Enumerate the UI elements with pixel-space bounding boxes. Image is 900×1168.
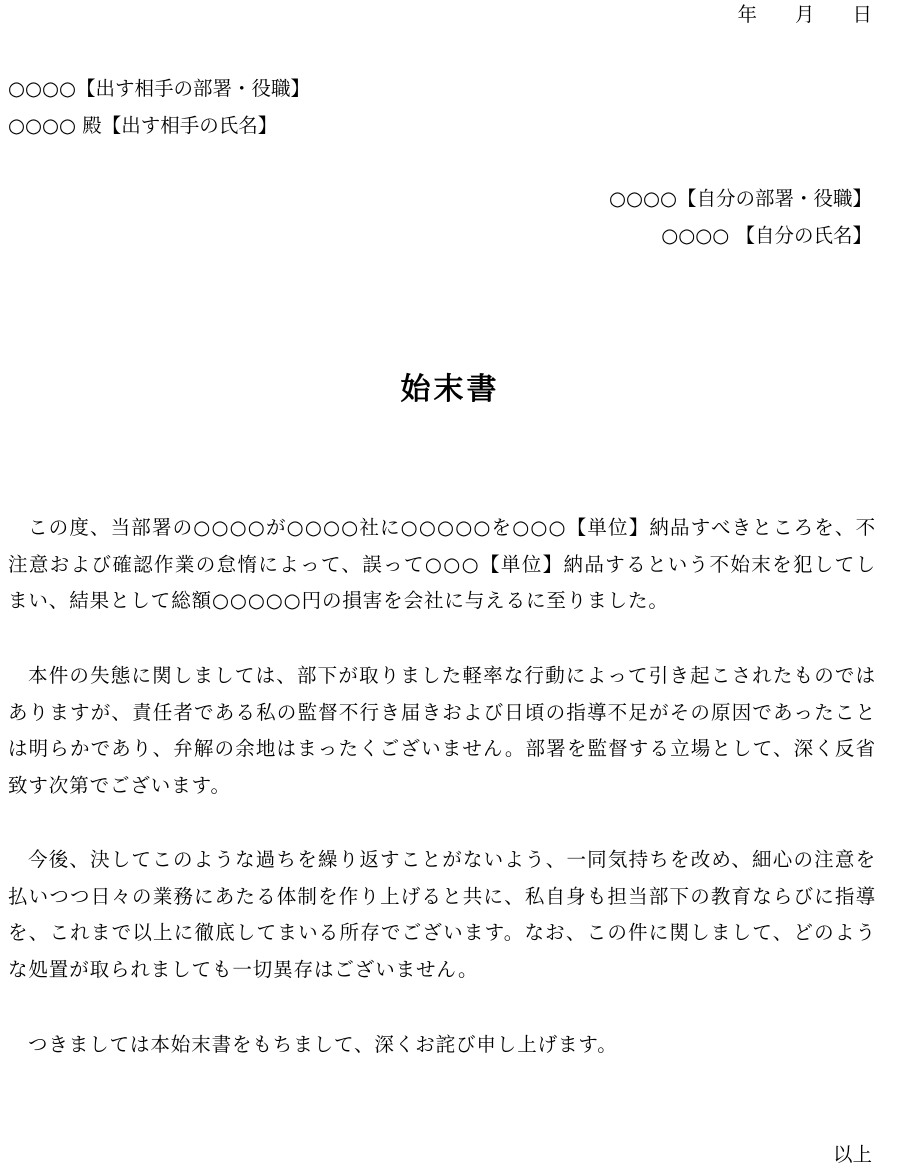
body-paragraph-2: 本件の失態に関しましては、部下が取りました軽率な行動によって引き起こされたものではありますが、責任者である私の監督不行き届きおよび日頃の指導不足がその原因であったことは明らかであり、弁解の余地はまったくございません。部署を監督する立場として、深く反省致す次第でございます。 xyxy=(8,664,876,797)
sender-position: ○○○○【自分の部署・役職】 xyxy=(608,187,872,210)
closing-mark: 以上 xyxy=(832,1143,872,1166)
recipient-name: ○○○○ 殿【出す相手の氏名】 xyxy=(8,114,278,137)
body-paragraph-3: 今後、決してこのような過ちを繰り返すことがないよう、一同気持ちを改め、細心の注意を払いつつ日々の業務にあたる体制を作り上げると共に、私自身も担当部下の教育ならびに指導を、これまで以上に徹底してまいる所存でございます。なお、この件に関しまして、どのような処置が取られましても一切異存はございません。 xyxy=(8,848,876,981)
body-paragraph-1: この度、当部署の○○○○が○○○○社に○○○○○を○○○【単位】納品すべきところを、不注意および確認作業の怠惰によって、誤って○○○【単位】納品するという不始末を犯してしまい、結果として総額○○○○○円の損害を会社に与えるに至りました。 xyxy=(8,516,876,612)
document-title: 始末書 xyxy=(400,372,500,407)
date-month: 月 xyxy=(794,3,815,26)
date-day: 日 xyxy=(852,3,872,26)
sender-name: ○○○○ 【自分の氏名】 xyxy=(661,224,872,247)
date-line xyxy=(737,2,872,28)
recipient-position: ○○○○【出す相手の部署・役職】 xyxy=(8,77,311,100)
body-paragraph-4: つきましては本始末書をもちまして、深くお詫び申し上げます。 xyxy=(28,1033,618,1056)
date-year: 年 xyxy=(737,3,757,26)
